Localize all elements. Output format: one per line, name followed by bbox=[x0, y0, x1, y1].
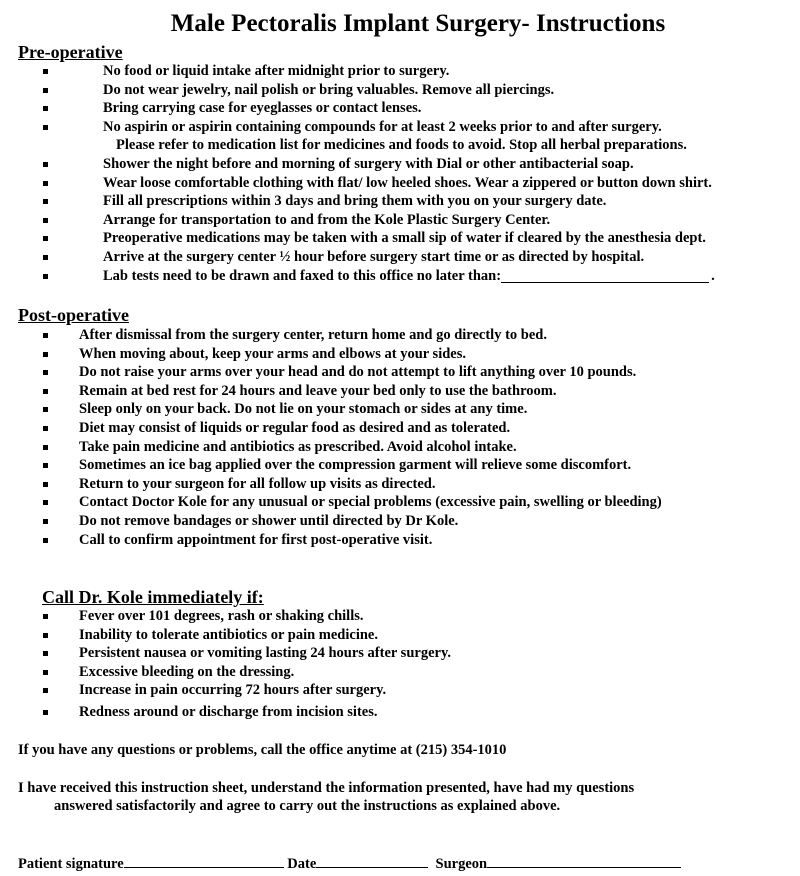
bullet-icon bbox=[43, 651, 48, 656]
list-item-text: No food or liquid intake after midnight prior to surgery. bbox=[103, 63, 450, 79]
bullet-icon bbox=[43, 352, 48, 357]
lab-period: . bbox=[711, 267, 715, 284]
list-item-text: Preoperative medications may be taken with a small sip of water if cleared by the anesthesia dept. bbox=[103, 230, 706, 247]
bullet-icon bbox=[43, 218, 48, 223]
list-item-text: Contact Doctor Kole for any unusual or special problems (excessive pain, swelling or bleeding) bbox=[79, 494, 662, 511]
questions-text: If you have any questions or problems, call the office anytime at (215) 354-1010 bbox=[18, 742, 507, 758]
bullet-icon bbox=[43, 688, 48, 693]
list-item-text: When moving about, keep your arms and elbows at your sides. bbox=[79, 345, 466, 362]
bullet-icon bbox=[43, 538, 48, 543]
list-item-text: Arrange for transportation to and from the Kole Plastic Surgery Center. bbox=[103, 211, 551, 228]
list-item-text: After dismissal from the surgery center, return home and go directly to bed. bbox=[79, 327, 547, 343]
list-item-text: Bring carrying case for eyeglasses or contact lenses. bbox=[103, 100, 422, 117]
list-item-text: Remain at bed rest for 24 hours and leave your bed only to use the bathroom. bbox=[79, 382, 557, 399]
postoperative-heading: Post-operative bbox=[18, 305, 129, 325]
bullet-icon bbox=[43, 199, 48, 204]
list-item-text: Do not raise your arms over your head and do not attempt to lift anything over 10 pounds. bbox=[79, 364, 637, 381]
bullet-icon bbox=[43, 69, 48, 74]
list-item-text: Take pain medicine and antibiotics as prescribed. Avoid alcohol intake. bbox=[79, 438, 517, 455]
bullet-icon bbox=[43, 500, 48, 505]
bullet-icon bbox=[43, 370, 48, 375]
list-item-text: Inability to tolerate antibiotics or pain medicine. bbox=[79, 626, 378, 643]
list-item-text: Sleep only on your back. Do not lie on your stomach or sides at any time. bbox=[79, 401, 528, 418]
list-item-text: Return to your surgeon for all follow up visits as directed. bbox=[79, 475, 436, 492]
list-item-text: Arrive at the surgery center ½ hour before surgery start time or as directed by hospital. bbox=[103, 248, 645, 265]
bullet-icon bbox=[43, 389, 48, 394]
list-item-text: Redness around or discharge from incision sites. bbox=[79, 703, 378, 720]
list-item-text: Lab tests need to be drawn and faxed to this office no later than: bbox=[103, 267, 502, 284]
bullet-icon bbox=[43, 519, 48, 524]
call-heading: Call Dr. Kole immediately if: bbox=[42, 587, 264, 607]
surgeon-line[interactable] bbox=[487, 853, 681, 868]
bullet-icon bbox=[43, 710, 48, 715]
date-label: Date bbox=[287, 856, 317, 872]
surgeon-label: Surgeon bbox=[435, 856, 488, 872]
list-item-text: Fever over 101 degrees, rash or shaking chills. bbox=[79, 608, 364, 624]
list-item-text: Increase in pain occurring 72 hours after surgery. bbox=[79, 682, 387, 699]
date-line[interactable] bbox=[316, 853, 428, 868]
bullet-icon bbox=[43, 482, 48, 487]
preoperative-heading: Pre-operative bbox=[18, 42, 123, 62]
patient-signature-label: Patient signature bbox=[18, 856, 124, 872]
lab-date-line[interactable] bbox=[501, 268, 709, 283]
list-item-text: Shower the night before and morning of surgery with Dial or other antibacterial soap. bbox=[103, 155, 634, 172]
bullet-icon bbox=[43, 255, 48, 260]
bullet-icon bbox=[43, 88, 48, 93]
bullet-icon bbox=[43, 426, 48, 431]
list-item-text: Call to confirm appointment for first post-operative visit. bbox=[79, 531, 433, 548]
bullet-icon bbox=[43, 162, 48, 167]
bullet-icon bbox=[43, 633, 48, 638]
bullet-icon bbox=[43, 106, 48, 111]
bullet-icon bbox=[43, 407, 48, 412]
bullet-icon bbox=[43, 670, 48, 675]
bullet-icon bbox=[43, 463, 48, 468]
list-item-text: Excessive bleeding on the dressing. bbox=[79, 663, 295, 680]
bullet-icon bbox=[43, 181, 48, 186]
bullet-icon bbox=[43, 125, 48, 130]
aspirin-continuation: Please refer to medication list for medicines and foods to avoid. Stop all herbal preparations. bbox=[116, 137, 687, 153]
acknowledgement-line2: answered satisfactorily and agree to carry out the instructions as explained above. bbox=[54, 798, 561, 814]
list-item-text: No aspirin or aspirin containing compounds for at least 2 weeks prior to and after surgery. bbox=[103, 118, 662, 135]
list-item-text: Do not wear jewelry, nail polish or bring valuables. Remove all piercings. bbox=[103, 81, 555, 98]
list-item-text: Fill all prescriptions within 3 days and bring them with you on your surgery date. bbox=[103, 193, 607, 210]
acknowledgement-line1: I have received this instruction sheet, understand the information presented, have had my questions bbox=[18, 780, 635, 796]
list-item-text: Persistent nausea or vomiting lasting 24 hours after surgery. bbox=[79, 645, 452, 662]
bullet-icon bbox=[43, 274, 48, 279]
patient-signature-line[interactable] bbox=[124, 853, 284, 868]
bullet-icon bbox=[43, 333, 48, 338]
list-item-text: Do not remove bandages or shower until directed by Dr Kole. bbox=[79, 512, 459, 529]
signature-row bbox=[18, 853, 681, 874]
bullet-icon bbox=[43, 614, 48, 619]
list-item-text: Diet may consist of liquids or regular food as desired and as tolerated. bbox=[79, 419, 511, 436]
list-item-text: Wear loose comfortable clothing with flat/ low heeled shoes. Wear a zippered or button down shirt. bbox=[103, 174, 712, 191]
bullet-icon bbox=[43, 445, 48, 450]
list-item-text: Sometimes an ice bag applied over the compression garment will relieve some discomfort. bbox=[79, 457, 632, 474]
page-title: Male Pectoralis Implant Surgery- Instructions bbox=[170, 10, 666, 37]
bullet-icon bbox=[43, 236, 48, 241]
